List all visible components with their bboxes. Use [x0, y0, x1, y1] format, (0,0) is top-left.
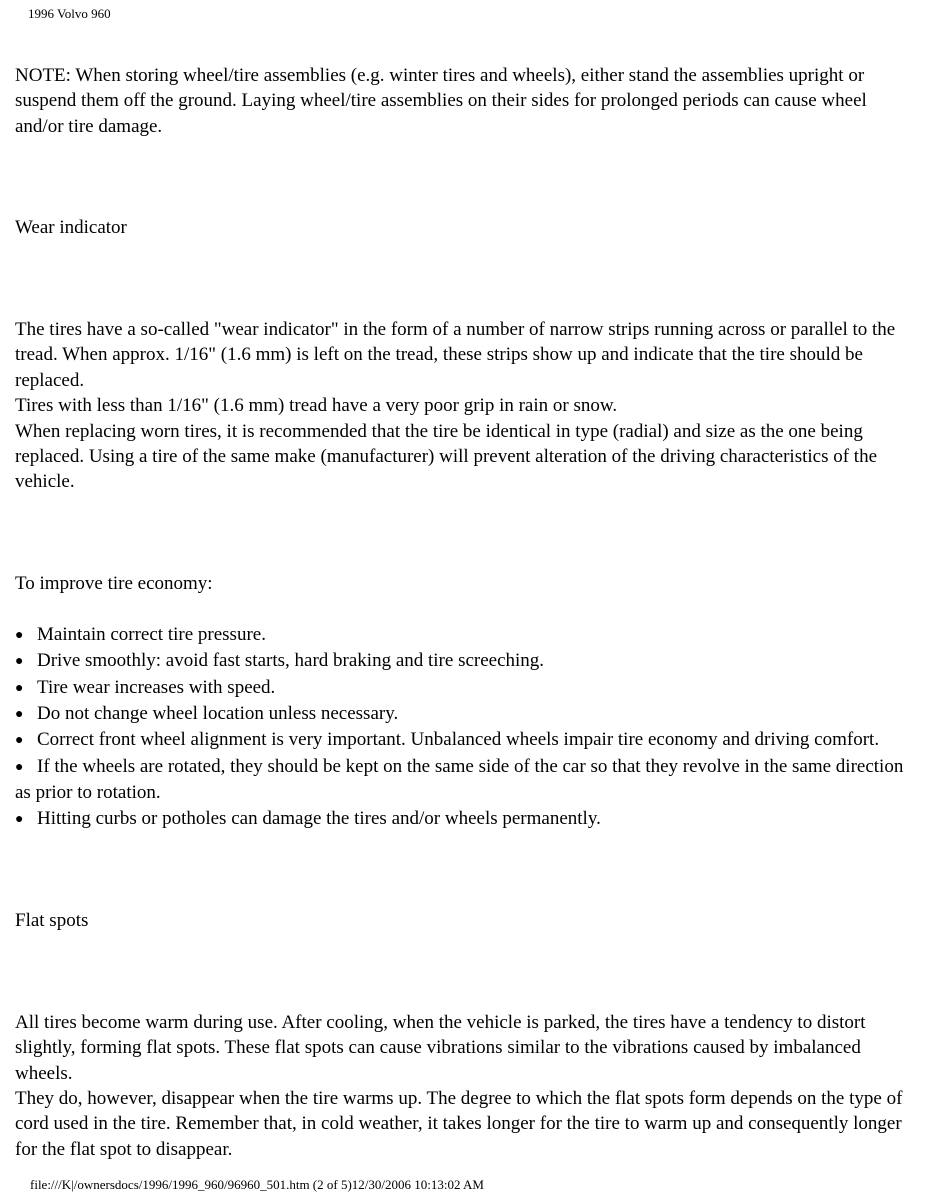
list-item [15, 675, 915, 701]
bullet-icon: ● [15, 733, 24, 749]
page-footer: file:///K|/ownersdocs/1996/1996_960/96960_501.htm (2 of 5)12/30/2006 10:13:02 AM [30, 1177, 484, 1192]
wear-indicator-paragraph: Tires with less than 1/16" (1.6 mm) tread have a very poor grip in rain or snow. [15, 395, 618, 417]
bullet-icon: ● [15, 680, 24, 696]
list-item-text: Hitting curbs or potholes can damage the tires and/or wheels permanently. [37, 807, 601, 829]
list-item [15, 754, 915, 806]
spacer [15, 934, 915, 1010]
list-item [15, 648, 915, 674]
spacer [15, 495, 915, 571]
bullet-icon: ● [15, 811, 24, 827]
storage-note: NOTE: When storing wheel/tire assemblies (e.g. winter tires and wheels), either stand the assemblies upright or suspend them off the ground. Laying wheel/tire assemblies on their sides for prolonged periods can cause wheel and/or tire damage. [15, 65, 867, 137]
flat-spots-paragraph: All tires become warm during use. After cooling, when the vehicle is parked, the tires have a tendency to distort slightly, forming flat spots. These flat spots can cause vibrations similar to the vibrations caused by imbalanced wheels. [15, 1011, 866, 1084]
list-item-text: Do not change wheel location unless necessary. [37, 703, 399, 725]
wear-indicator-paragraph: The tires have a so-called "wear indicator" in the form of a number of narrow strips running across or parallel to the tread. When approx. 1/16" (1.6 mm) is left on the tread, these strips show up and indicate that the tire should be replaced. [15, 319, 896, 391]
spacer [15, 139, 915, 215]
list-item-text: Maintain correct tire pressure. [37, 623, 266, 645]
bullet-icon: ● [15, 654, 24, 670]
spacer [15, 241, 915, 317]
document-body [15, 63, 915, 1162]
bullet-icon: ● [15, 627, 24, 643]
tire-economy-heading: To improve tire economy: [15, 573, 213, 595]
list-item [15, 806, 915, 832]
flat-spots-paragraph: They do, however, disappear when the tire warms up. The degree to which the flat spots form depends on the type of cord used in the tire. Remember that, in cold weather, it takes longer for the tire to warm up and consequently longer for the flat spot to disappear. [15, 1088, 903, 1160]
wear-indicator-heading: Wear indicator [15, 217, 127, 239]
bullet-icon: ● [15, 759, 24, 775]
list-item [15, 622, 915, 648]
list-item [15, 727, 915, 753]
page-header: 1996 Volvo 960 [28, 6, 111, 21]
bullet-icon: ● [15, 707, 24, 723]
spacer [15, 596, 915, 621]
list-item-text: If the wheels are rotated, they should be kept on the same side of the car so that they revolve in the same direction as prior to rotation. [15, 755, 904, 804]
list-item [15, 701, 915, 727]
wear-indicator-paragraph: When replacing worn tires, it is recommended that the tire be identical in type (radial) and size as the one being replaced. Using a tire of the same make (manufacturer) will prevent alteration of the driving characteristics of the vehicle. [15, 420, 878, 493]
flat-spots-heading: Flat spots [15, 910, 89, 932]
spacer [15, 832, 915, 908]
list-item-text: Tire wear increases with speed. [37, 676, 276, 698]
list-item-text: Drive smoothly: avoid fast starts, hard braking and tire screeching. [37, 650, 545, 672]
list-item-text: Correct front wheel alignment is very important. Unbalanced wheels impair tire economy and driving comfort. [37, 729, 880, 751]
